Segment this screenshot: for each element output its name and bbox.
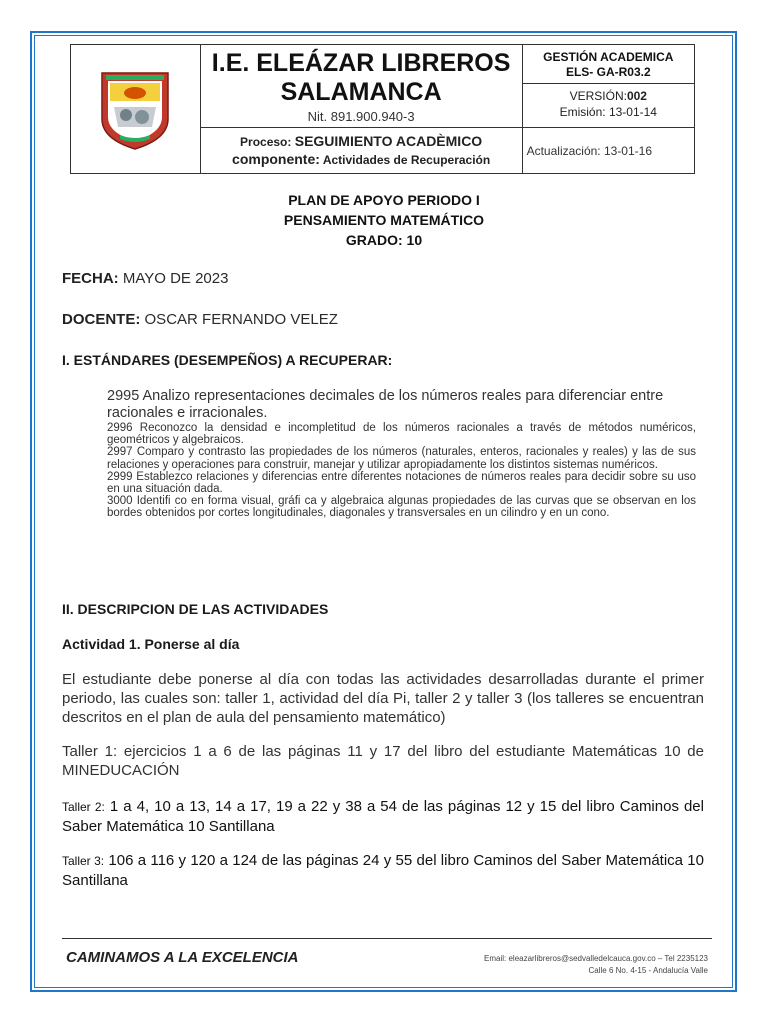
component-row [201, 151, 522, 169]
emision-date: Emisión: 13-01-14 [559, 105, 657, 120]
standard-item: 2997 Comparo y contrasto las propiedades de los números (naturales, enteros, racionales y reales) y las de sus relaciones y operaciones para construir, manejar y utilizar apropiadamente los distintos sistemas numéricos. [107, 446, 696, 471]
component-value: Actividades de Recuperación [322, 152, 491, 167]
doc-code-cell [522, 45, 694, 128]
docente-row [62, 311, 704, 328]
standard-item: 2996 Reconozco la densidad e incompletitud de los números racionales a través de métodos numéricos, geométricos y algebraicos. [107, 422, 696, 447]
gestion-label: GESTIÓN ACADEMICA [543, 50, 674, 65]
fecha-row [62, 270, 704, 287]
doc-title-line3: GRADO: 10 [345, 232, 423, 248]
standard-item: 2999 Establezco relaciones y diferencias entre diferentes notaciones de números reales para decidir sobre su uso en una situación dada. [107, 470, 696, 496]
activity1-title: Actividad 1. Ponerse al día [62, 636, 240, 652]
footer-slogan: CAMINAMOS A LA EXCELENCIA [66, 949, 299, 966]
doc-title-line2: PENSAMIENTO MATEMÁTICO [283, 212, 485, 228]
version-value: 002 [626, 89, 647, 104]
version-row [523, 88, 694, 104]
school-name-line1: I.E. ELEÁZAR LIBREROS [211, 48, 511, 77]
section1-heading: I. ESTÁNDARES (DESEMPEÑOS) A RECUPERAR: [62, 352, 393, 368]
footer-divider [62, 938, 712, 939]
standard-item: 3000 Identifi co en forma visual, gráfi ca y algebraica algunas propiedades de las curvas que se observan en los bordes obtenidos por cortes longitudinales, diagonales y transversales en un cilindro y en un cono. [107, 495, 696, 520]
docente-label: DOCENTE: [62, 311, 141, 328]
school-nit: Nit. 891.900.940-3 [307, 108, 415, 124]
footer-contact [484, 953, 708, 977]
footer-email: Email: eleazarlibreros@sedvalledelcauca.gov.co – Tel 2235123 [484, 954, 708, 963]
taller2-label: Taller 2: [62, 800, 105, 814]
update-date: Actualización: 13-01-16 [526, 143, 653, 158]
process-label: Proceso: [240, 134, 292, 149]
school-name-cell [200, 45, 522, 128]
process-cell [200, 128, 522, 174]
doc-title-line1: PLAN DE APOYO PERIODO I [288, 192, 480, 208]
taller1-text: Taller 1: ejercicios 1 a 6 de las páginas 11 y 17 del libro del estudiante Matemáticas 10 de MINEDUCACIÓN [62, 743, 704, 779]
doc-code: ELS- GA-R03.2 [565, 65, 651, 80]
fecha-label: FECHA: [62, 270, 119, 287]
taller3-label: Taller 3: [62, 854, 105, 868]
version-label: VERSIÓN: [569, 89, 627, 104]
fecha-value: MAYO DE 2023 [122, 270, 229, 287]
taller3-text [62, 851, 704, 890]
taller2-text [62, 797, 704, 836]
standard-2995: 2995 Analizo representaciones decimales de los números reales para diferenciar entre racionales e irracionales. [107, 388, 664, 421]
taller3-body: 106 a 116 y 120 a 124 de las páginas 24 y 55 del libro Caminos del Saber Matemática 10 Santillana [62, 852, 704, 889]
school-name-line2: SALAMANCA [280, 77, 442, 106]
school-crest-logo [98, 67, 172, 151]
component-label: componente: [232, 150, 320, 167]
update-cell [522, 128, 694, 174]
logo-cell [71, 45, 201, 174]
footer-address: Calle 6 No. 4-15 - Andalucía Valle [588, 966, 708, 975]
section2-heading: II. DESCRIPCION DE LAS ACTIVIDADES [62, 601, 329, 617]
process-value: SEGUIMIENTO ACADÈMICO [294, 132, 483, 149]
activity1-intro: El estudiante debe ponerse al día con todas las actividades desarrolladas durante el primer periodo, las cuales son: taller 1, actividad del día Pi, taller 2 y taller 3 (los talleres se encuentran descritos en el plan de aula del pensamiento matemático) [62, 671, 704, 726]
standards-list [107, 388, 696, 520]
docente-value: OSCAR FERNANDO VELEZ [144, 311, 338, 328]
process-row [201, 133, 522, 151]
header-table [70, 44, 695, 174]
taller2-body: 1 a 4, 10 a 13, 14 a 17, 19 a 22 y 38 a 54 de las páginas 12 y 15 del libro Caminos del Saber Matemática 10 Santillana [62, 798, 704, 835]
